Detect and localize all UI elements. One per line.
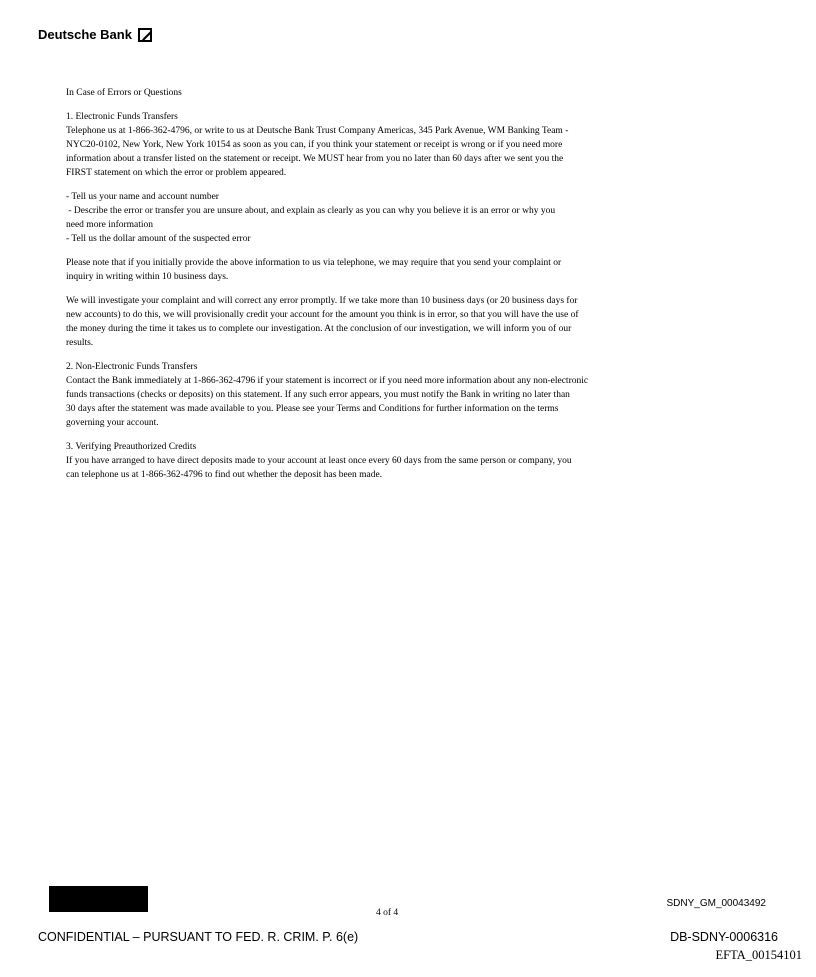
text-line: Please note that if you initially provide the above information to us via telephone, we may require that you send your complaint or: [66, 258, 562, 268]
redaction-box: [49, 886, 148, 912]
text-line: funds transactions (checks or deposits) on this statement. If any such error appears, you must notify the Bank in writing no later than: [66, 390, 570, 400]
bates-number-db: DB-SDNY-0006316: [670, 930, 778, 944]
text-line: Telephone us at 1-866-362-4796, or write to us at Deutsche Bank Trust Company Americas, 345 Park Avenue, WM Banking Team -: [66, 126, 569, 136]
text-line: the money during the time it takes us to complete our investigation. At the conclusion of our investigation, we will inform you of our: [66, 324, 572, 334]
section-title: 3. Verifying Preauthorized Credits: [66, 442, 197, 452]
list-item: - Tell us the dollar amount of the suspected error: [66, 234, 251, 244]
text-line: We will investigate your complaint and will correct any error promptly. If we take more than 10 business days (or 20 business days for: [66, 296, 578, 306]
required-info-list: [66, 190, 646, 246]
page-number: 4 of 4: [376, 908, 399, 918]
list-item: - Tell us your name and account number: [66, 192, 219, 202]
bates-number-efta: EFTA_00154101: [715, 948, 802, 962]
text-line: If you have arranged to have direct deposits made to your account at least once every 60 days from the same person or company, you: [66, 456, 572, 466]
text-line: new accounts) to do this, we will provisionally credit your account for the amount you think is in error, so that you will have the use of: [66, 310, 579, 320]
text-line: can telephone us at 1-866-362-4796 to find out whether the deposit has been made.: [66, 470, 383, 480]
text-line: governing your account.: [66, 418, 159, 428]
list-item: - Describe the error or transfer you are unsure about, and explain as clearly as you can why you believe it is an error or why you: [66, 206, 556, 216]
text-line: NYC20-0102, New York, New York 10154 as soon as you can, if you think your statement or receipt is wrong or if you need more: [66, 140, 563, 150]
deutsche-bank-logo-icon: [138, 28, 152, 42]
text-line: information about a transfer listed on the statement or receipt. We MUST hear from you no later than 60 days after we sent you the: [66, 154, 564, 164]
disclosure-heading: In Case of Errors or Questions: [66, 88, 182, 98]
bates-number-sdny: SDNY_GM_00043492: [666, 898, 766, 909]
text-line: inquiry in writing within 10 business days.: [66, 272, 229, 282]
bank-name: Deutsche Bank: [38, 27, 132, 42]
investigation-paragraph: [66, 294, 646, 350]
statement-disclosure: [66, 86, 646, 492]
section-non-electronic-transfers: [66, 360, 646, 430]
section-title: 2. Non-Electronic Funds Transfers: [66, 362, 198, 372]
section-electronic-transfers: [66, 110, 646, 180]
text-line: results.: [66, 338, 94, 348]
text-line: 30 days after the statement was made available to you. Please see your Terms and Conditions for further information on the terms: [66, 404, 559, 414]
text-line: Contact the Bank immediately at 1-866-362-4796 if your statement is incorrect or if you need more information about any non-electronic: [66, 376, 589, 386]
section-title: 1. Electronic Funds Transfers: [66, 112, 178, 122]
bank-header: [38, 27, 152, 42]
section-preauthorized-credits: [66, 440, 646, 482]
list-item: need more information: [66, 220, 154, 230]
telephone-note: [66, 256, 646, 284]
text-line: FIRST statement on which the error or problem appeared.: [66, 168, 287, 178]
confidentiality-notice: CONFIDENTIAL – PURSUANT TO FED. R. CRIM. P. 6(e): [38, 930, 359, 944]
